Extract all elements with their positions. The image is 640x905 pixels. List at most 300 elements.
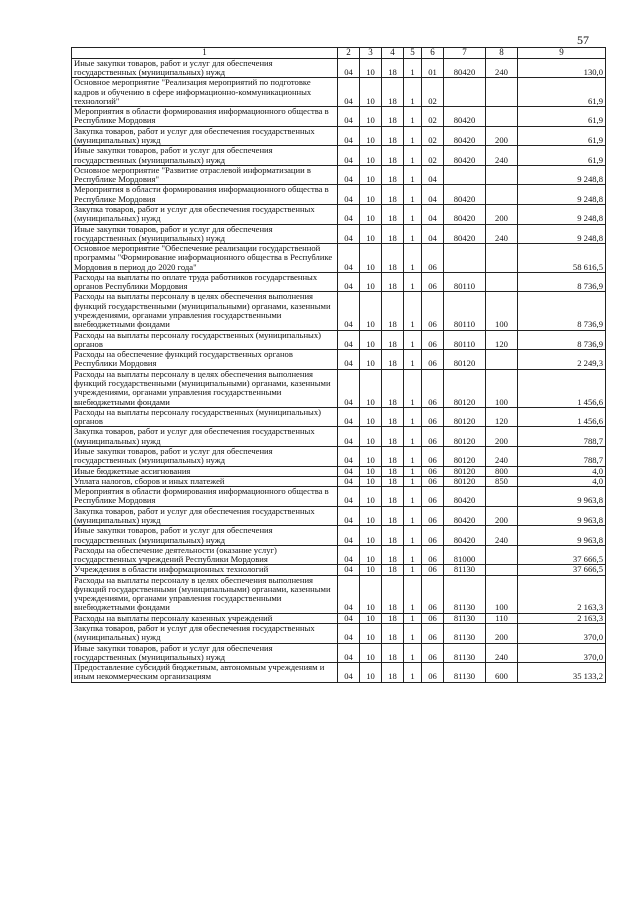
code-expense-type: 240: [486, 643, 518, 663]
code-direction: [444, 78, 486, 107]
table-row: [72, 224, 606, 244]
code-event: 06: [422, 526, 444, 546]
code-program: 18: [382, 165, 404, 185]
code-subprogram: 1: [404, 330, 422, 350]
code-program: 18: [382, 506, 404, 526]
code-subsection: 10: [360, 446, 382, 466]
table-row: [72, 624, 606, 644]
code-event: 04: [422, 204, 444, 224]
code-event: 02: [422, 146, 444, 166]
code-direction: 80120: [444, 427, 486, 447]
code-direction: 80420: [444, 58, 486, 78]
code-expense-type: [486, 272, 518, 292]
code-section: 04: [338, 244, 360, 273]
code-expense-type: 200: [486, 506, 518, 526]
row-name: Закупка товаров, работ и услуг для обеспечения государственных (муниципальных) нужд: [72, 624, 338, 644]
row-name: Иные закупки товаров, работ и услуг для обеспечения государственных (муниципальных) нужд: [72, 526, 338, 546]
code-section: 04: [338, 107, 360, 127]
row-amount: 370,0: [518, 624, 606, 644]
code-direction: 80120: [444, 466, 486, 476]
table-row: [72, 244, 606, 273]
code-direction: 81130: [444, 565, 486, 575]
code-subprogram: 1: [404, 58, 422, 78]
code-event: 06: [422, 350, 444, 370]
code-subsection: 10: [360, 78, 382, 107]
row-amount: 9 963,8: [518, 506, 606, 526]
code-program: 18: [382, 272, 404, 292]
code-subsection: 10: [360, 204, 382, 224]
code-event: 06: [422, 613, 444, 623]
code-program: 18: [382, 107, 404, 127]
row-name: Закупка товаров, работ и услуг для обеспечения государственных (муниципальных) нужд: [72, 427, 338, 447]
row-name: Иные бюджетные ассигнования: [72, 466, 338, 476]
row-amount: 8 736,9: [518, 292, 606, 330]
code-expense-type: [486, 185, 518, 205]
code-direction: 81130: [444, 643, 486, 663]
code-expense-type: [486, 107, 518, 127]
code-subprogram: 1: [404, 643, 422, 663]
code-direction: 81130: [444, 613, 486, 623]
code-section: 04: [338, 427, 360, 447]
code-event: 06: [422, 506, 444, 526]
code-program: 18: [382, 476, 404, 486]
code-section: 04: [338, 204, 360, 224]
table-row: [72, 526, 606, 546]
code-subprogram: 1: [404, 350, 422, 370]
table-row: [72, 107, 606, 127]
code-subprogram: 1: [404, 146, 422, 166]
row-amount: 370,0: [518, 643, 606, 663]
code-subprogram: 1: [404, 204, 422, 224]
row-amount: 4,0: [518, 466, 606, 476]
table-row: [72, 545, 606, 565]
code-section: 04: [338, 165, 360, 185]
code-section: 04: [338, 407, 360, 427]
table-row: [72, 565, 606, 575]
code-event: 04: [422, 185, 444, 205]
row-name: Расходы на выплаты персоналу в целях обеспечения выполнения функций государственными (муниципальными) органами, казенными учреждениями, органами управления государственными внебюджетными фондами: [72, 575, 338, 613]
code-subprogram: 1: [404, 272, 422, 292]
code-program: 18: [382, 427, 404, 447]
code-direction: [444, 165, 486, 185]
row-amount: 37 666,5: [518, 565, 606, 575]
code-section: 04: [338, 466, 360, 476]
code-program: 18: [382, 526, 404, 546]
code-event: 06: [422, 643, 444, 663]
row-amount: 9 963,8: [518, 526, 606, 546]
row-amount: 35 133,2: [518, 663, 606, 683]
code-expense-type: 200: [486, 624, 518, 644]
code-section: 04: [338, 575, 360, 613]
table-row: [72, 446, 606, 466]
code-expense-type: [486, 165, 518, 185]
code-program: 18: [382, 146, 404, 166]
table-row: [72, 204, 606, 224]
table-row: [72, 466, 606, 476]
code-program: 18: [382, 224, 404, 244]
code-section: 04: [338, 506, 360, 526]
code-event: 02: [422, 126, 444, 146]
code-subprogram: 1: [404, 565, 422, 575]
code-direction: 80120: [444, 446, 486, 466]
table-row: [72, 487, 606, 507]
row-name: Закупка товаров, работ и услуг для обеспечения государственных (муниципальных) нужд: [72, 506, 338, 526]
code-subsection: 10: [360, 613, 382, 623]
code-program: 18: [382, 78, 404, 107]
code-expense-type: 240: [486, 446, 518, 466]
code-section: 04: [338, 126, 360, 146]
row-name: Расходы на выплаты персоналу государственных (муниципальных) органов: [72, 407, 338, 427]
code-subprogram: 1: [404, 487, 422, 507]
code-event: 06: [422, 466, 444, 476]
code-program: 18: [382, 330, 404, 350]
code-subprogram: 1: [404, 446, 422, 466]
row-amount: 9 963,8: [518, 487, 606, 507]
code-subsection: 10: [360, 476, 382, 486]
header-cell: 9: [518, 48, 606, 59]
code-subprogram: 1: [404, 369, 422, 407]
table-row: [72, 292, 606, 330]
row-amount: 2 249,3: [518, 350, 606, 370]
table-row: [72, 506, 606, 526]
code-subprogram: 1: [404, 78, 422, 107]
code-direction: 81130: [444, 575, 486, 613]
row-name: Основное мероприятие "Развитие отраслевой информатизации в Республике Мордовия": [72, 165, 338, 185]
code-subprogram: 1: [404, 185, 422, 205]
table-row: [72, 663, 606, 683]
row-name: Иные закупки товаров, работ и услуг для обеспечения государственных (муниципальных) нужд: [72, 58, 338, 78]
row-name: Расходы на обеспечение деятельности (оказание услуг) государственных учреждений Республики Мордовия: [72, 545, 338, 565]
code-subprogram: 1: [404, 244, 422, 273]
code-direction: 80420: [444, 185, 486, 205]
code-event: 06: [422, 292, 444, 330]
code-section: 04: [338, 272, 360, 292]
code-subsection: 10: [360, 146, 382, 166]
code-program: 18: [382, 613, 404, 623]
table-row: [72, 330, 606, 350]
table-row: [72, 575, 606, 613]
code-subsection: 10: [360, 487, 382, 507]
code-subsection: 10: [360, 643, 382, 663]
code-program: 18: [382, 643, 404, 663]
row-amount: 130,0: [518, 58, 606, 78]
table-row: [72, 165, 606, 185]
code-event: 06: [422, 487, 444, 507]
code-program: 18: [382, 565, 404, 575]
row-name: Закупка товаров, работ и услуг для обеспечения государственных (муниципальных) нужд: [72, 126, 338, 146]
row-amount: 61,9: [518, 126, 606, 146]
code-subprogram: 1: [404, 613, 422, 623]
row-amount: 1 456,6: [518, 369, 606, 407]
code-section: 04: [338, 330, 360, 350]
code-subsection: 10: [360, 330, 382, 350]
row-amount: 4,0: [518, 476, 606, 486]
code-expense-type: 100: [486, 575, 518, 613]
code-expense-type: 240: [486, 146, 518, 166]
code-event: 06: [422, 663, 444, 683]
row-name: Мероприятия в области формирования информационного общества в Республике Мордовия: [72, 487, 338, 507]
code-section: 04: [338, 78, 360, 107]
code-subsection: 10: [360, 58, 382, 78]
row-amount: 8 736,9: [518, 272, 606, 292]
table-row: [72, 146, 606, 166]
page-number: 57: [577, 33, 589, 47]
code-program: 18: [382, 575, 404, 613]
code-event: 06: [422, 446, 444, 466]
code-program: 18: [382, 204, 404, 224]
code-program: 18: [382, 407, 404, 427]
code-subprogram: 1: [404, 466, 422, 476]
code-subprogram: 1: [404, 407, 422, 427]
code-subsection: 10: [360, 427, 382, 447]
row-amount: 58 616,5: [518, 244, 606, 273]
row-name: Расходы на выплаты персоналу в целях обеспечения выполнения функций государственными (муниципальными) органами, казенными учреждениями, органами управления государственными внебюджетными фондами: [72, 369, 338, 407]
header-cell: 3: [360, 48, 382, 59]
code-event: 06: [422, 575, 444, 613]
table-row: [72, 476, 606, 486]
row-name: Уплата налогов, сборов и иных платежей: [72, 476, 338, 486]
table-row: [72, 427, 606, 447]
row-amount: 2 163,3: [518, 575, 606, 613]
table-row: [72, 350, 606, 370]
budget-table: [71, 47, 606, 683]
row-amount: 9 248,8: [518, 224, 606, 244]
code-subsection: 10: [360, 545, 382, 565]
code-subprogram: 1: [404, 526, 422, 546]
code-event: 06: [422, 624, 444, 644]
code-expense-type: [486, 487, 518, 507]
code-expense-type: 110: [486, 613, 518, 623]
row-name: Расходы на обеспечение функций государственных органов Республики Мордовия: [72, 350, 338, 370]
code-expense-type: 200: [486, 126, 518, 146]
code-subsection: 10: [360, 624, 382, 644]
code-program: 18: [382, 185, 404, 205]
code-direction: 80420: [444, 526, 486, 546]
row-amount: 788,7: [518, 427, 606, 447]
code-subprogram: 1: [404, 663, 422, 683]
row-name: Расходы на выплаты персоналу казенных учреждений: [72, 613, 338, 623]
code-expense-type: 100: [486, 369, 518, 407]
code-subprogram: 1: [404, 545, 422, 565]
code-subsection: 10: [360, 663, 382, 683]
row-name: Основное мероприятие "Обеспечение реализации государственной программы "Формирование информационного общества в Республике Мордовия в период до 2020 года": [72, 244, 338, 273]
code-direction: 80420: [444, 224, 486, 244]
code-section: 04: [338, 369, 360, 407]
table-row: [72, 613, 606, 623]
code-event: 06: [422, 476, 444, 486]
code-program: 18: [382, 126, 404, 146]
code-section: 04: [338, 643, 360, 663]
row-amount: 61,9: [518, 146, 606, 166]
row-amount: 8 736,9: [518, 330, 606, 350]
code-section: 04: [338, 663, 360, 683]
code-direction: [444, 244, 486, 273]
code-event: 04: [422, 165, 444, 185]
code-section: 04: [338, 350, 360, 370]
code-direction: 80110: [444, 292, 486, 330]
code-subprogram: 1: [404, 506, 422, 526]
code-section: 04: [338, 446, 360, 466]
code-subsection: 10: [360, 350, 382, 370]
code-section: 04: [338, 624, 360, 644]
code-subprogram: 1: [404, 224, 422, 244]
code-subprogram: 1: [404, 165, 422, 185]
table-row: [72, 369, 606, 407]
code-subsection: 10: [360, 575, 382, 613]
table-row: [72, 78, 606, 107]
table-body: [72, 58, 606, 682]
row-name: Иные закупки товаров, работ и услуг для обеспечения государственных (муниципальных) нужд: [72, 146, 338, 166]
code-subsection: 10: [360, 466, 382, 476]
header-cell: 2: [338, 48, 360, 59]
code-program: 18: [382, 487, 404, 507]
code-subprogram: 1: [404, 476, 422, 486]
code-event: 01: [422, 58, 444, 78]
code-program: 18: [382, 369, 404, 407]
row-name: Основное мероприятие "Реализация мероприятий по подготовке кадров и обучению в сфере информационно-коммуникационных технологий": [72, 78, 338, 107]
code-direction: 80120: [444, 407, 486, 427]
code-direction: 80420: [444, 126, 486, 146]
row-amount: 9 248,8: [518, 204, 606, 224]
code-program: 18: [382, 446, 404, 466]
row-name: Иные закупки товаров, работ и услуг для обеспечения государственных (муниципальных) нужд: [72, 446, 338, 466]
code-expense-type: 200: [486, 427, 518, 447]
code-direction: 81130: [444, 663, 486, 683]
code-direction: 80420: [444, 487, 486, 507]
code-program: 18: [382, 58, 404, 78]
code-expense-type: [486, 545, 518, 565]
code-program: 18: [382, 292, 404, 330]
code-event: 06: [422, 244, 444, 273]
code-expense-type: 850: [486, 476, 518, 486]
code-section: 04: [338, 292, 360, 330]
code-event: 06: [422, 565, 444, 575]
code-program: 18: [382, 545, 404, 565]
header-cell: 6: [422, 48, 444, 59]
row-name: Расходы на выплаты по оплате труда работников государственных органов Республики Мордовия: [72, 272, 338, 292]
code-expense-type: 600: [486, 663, 518, 683]
code-expense-type: 800: [486, 466, 518, 476]
row-name: Предоставление субсидий бюджетным, автономным учреждениям и иным некоммерческим организациям: [72, 663, 338, 683]
code-direction: 80420: [444, 204, 486, 224]
code-subprogram: 1: [404, 126, 422, 146]
code-subsection: 10: [360, 526, 382, 546]
code-expense-type: 120: [486, 407, 518, 427]
code-expense-type: [486, 350, 518, 370]
code-event: 06: [422, 545, 444, 565]
code-expense-type: [486, 565, 518, 575]
row-amount: 9 248,8: [518, 185, 606, 205]
code-section: 04: [338, 58, 360, 78]
code-expense-type: 240: [486, 58, 518, 78]
row-amount: 61,9: [518, 107, 606, 127]
row-amount: 37 666,5: [518, 545, 606, 565]
header-cell: 8: [486, 48, 518, 59]
row-amount: 1 456,6: [518, 407, 606, 427]
code-expense-type: 240: [486, 224, 518, 244]
row-amount: 788,7: [518, 446, 606, 466]
code-subsection: 10: [360, 165, 382, 185]
code-direction: 80420: [444, 506, 486, 526]
code-expense-type: 100: [486, 292, 518, 330]
header-cell: 7: [444, 48, 486, 59]
row-name: Мероприятия в области формирования информационного общества в Республике Мордовия: [72, 185, 338, 205]
code-subsection: 10: [360, 244, 382, 273]
row-name: Мероприятия в области формирования информационного общества в Республике Мордовия: [72, 107, 338, 127]
code-program: 18: [382, 663, 404, 683]
table-row: [72, 272, 606, 292]
code-event: 06: [422, 272, 444, 292]
code-section: 04: [338, 613, 360, 623]
code-direction: 81130: [444, 624, 486, 644]
code-event: 06: [422, 369, 444, 407]
code-section: 04: [338, 185, 360, 205]
code-direction: 80110: [444, 330, 486, 350]
code-expense-type: 240: [486, 526, 518, 546]
code-event: 02: [422, 78, 444, 107]
code-program: 18: [382, 466, 404, 476]
row-amount: 2 163,3: [518, 613, 606, 623]
table-row: [72, 407, 606, 427]
code-expense-type: [486, 78, 518, 107]
code-subprogram: 1: [404, 427, 422, 447]
code-expense-type: 120: [486, 330, 518, 350]
row-name: Иные закупки товаров, работ и услуг для обеспечения государственных (муниципальных) нужд: [72, 643, 338, 663]
code-subsection: 10: [360, 565, 382, 575]
row-name: Учреждения в области информационных технологий: [72, 565, 338, 575]
code-subsection: 10: [360, 224, 382, 244]
header-cell: 4: [382, 48, 404, 59]
code-event: 06: [422, 427, 444, 447]
code-subsection: 10: [360, 126, 382, 146]
code-subsection: 10: [360, 185, 382, 205]
code-program: 18: [382, 624, 404, 644]
code-direction: 80420: [444, 146, 486, 166]
code-subprogram: 1: [404, 107, 422, 127]
code-section: 04: [338, 476, 360, 486]
header-cell: 5: [404, 48, 422, 59]
code-direction: 80110: [444, 272, 486, 292]
code-subsection: 10: [360, 272, 382, 292]
code-subprogram: 1: [404, 575, 422, 613]
code-event: 06: [422, 330, 444, 350]
table-header-row: [72, 48, 606, 59]
table-row: [72, 185, 606, 205]
row-amount: 61,9: [518, 78, 606, 107]
code-subprogram: 1: [404, 624, 422, 644]
code-section: 04: [338, 224, 360, 244]
table-row: [72, 126, 606, 146]
code-subsection: 10: [360, 107, 382, 127]
code-event: 02: [422, 107, 444, 127]
code-expense-type: [486, 244, 518, 273]
code-subsection: 10: [360, 292, 382, 330]
code-expense-type: 200: [486, 204, 518, 224]
code-direction: 80420: [444, 107, 486, 127]
code-subsection: 10: [360, 407, 382, 427]
code-program: 18: [382, 350, 404, 370]
code-subsection: 10: [360, 369, 382, 407]
code-section: 04: [338, 545, 360, 565]
code-direction: 80120: [444, 350, 486, 370]
row-name: Иные закупки товаров, работ и услуг для обеспечения государственных (муниципальных) нужд: [72, 224, 338, 244]
code-direction: 80120: [444, 369, 486, 407]
code-event: 06: [422, 407, 444, 427]
header-cell: 1: [72, 48, 338, 59]
row-name: Расходы на выплаты персоналу в целях обеспечения выполнения функций государственными (муниципальными) органами, казенными учреждениями, органами управления государственными внебюджетными фондами: [72, 292, 338, 330]
table-row: [72, 58, 606, 78]
code-direction: 80120: [444, 476, 486, 486]
